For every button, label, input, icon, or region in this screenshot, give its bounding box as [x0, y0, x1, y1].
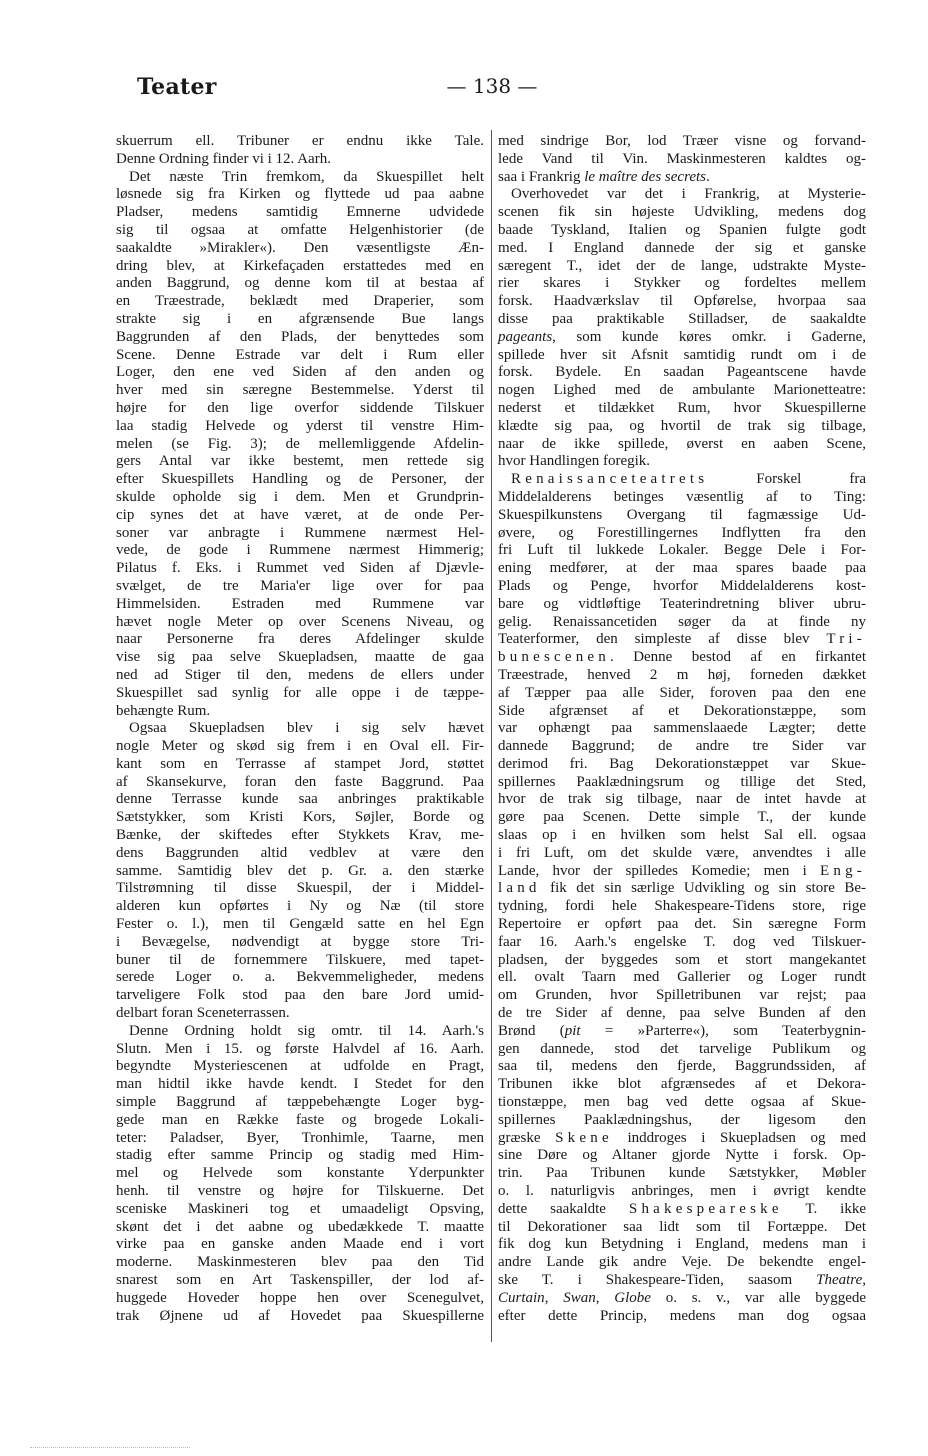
page-number: — 138 —: [446, 74, 538, 98]
text-segment: T. ikke: [782, 1200, 866, 1217]
text-line: dannede Baggrund; de andre tre Sider var: [498, 738, 866, 755]
text-segment: ,: [862, 1272, 866, 1288]
text-line: vise sig paa selve Skuepladsen, maatte de gaa: [116, 649, 484, 666]
paragraph: [116, 720, 484, 1023]
text-line: Sætstykker, som Kristi Kors, Søjler, Borde og: [116, 809, 484, 826]
italic-term: Theatre: [816, 1272, 863, 1288]
text-line: strakte sig i en afgrænsende Bue langs: [116, 310, 484, 327]
text-line: en Træestrade, beklædt med Draperier, som: [116, 293, 484, 310]
text-line: [498, 1290, 866, 1308]
text-line: laa stadig Helvede og yderst til venstre Him-: [116, 417, 484, 434]
text-segment: .: [706, 168, 710, 185]
text-line: Pilatus f. Eks. i Rummet ved Siden af Djævle-: [116, 560, 484, 577]
text-line: til Dekorationer saa lidt som til Fortæppe. Det: [498, 1218, 866, 1235]
text-line: samme. Samtidig blev det p. Gr. a. den stærke: [116, 862, 484, 879]
text-line: hvor Handlingen foregik.: [498, 453, 651, 470]
text-line: skønt det i det aabne og ubedækkede T. maatte: [116, 1218, 484, 1235]
text-line: svælget, de tre Maria'er lige over for paa: [116, 577, 484, 594]
text-line: Repertoire er opført paa det. Sin særegne Form: [498, 916, 866, 933]
text-line: højre for den lige overfor siddende Tilskuer: [116, 399, 484, 416]
text-line: delbart foran Sceneterrassen.: [116, 1005, 290, 1022]
paragraph: [116, 169, 484, 721]
text-line: Middelalderens betinges væsentlig af to Ting:: [498, 488, 866, 505]
text-line: hævet nogle Meter op over Scenens Niveau, og: [116, 613, 484, 630]
text-line: Tribunen ikke blot afgrænsedes af et Dekora-: [498, 1076, 866, 1093]
text-line: [498, 329, 866, 347]
text-line: Scene. Denne Estrade var delt i Rum eller: [116, 346, 484, 363]
text-line: nederst et tildækket Rum, hvor Skuespillerne: [498, 399, 866, 416]
text-line: i Bevægelse, nødvendigt at bygge store Tri-: [116, 933, 484, 950]
text-segment: fik det sin særlige Udvikling og sin store Be-: [540, 880, 866, 897]
text-line: man hidtil ikke havde kendt. I Stedet for den: [116, 1076, 484, 1093]
text-line: serede Loger o. a. Bekvemmeligheder, medens: [116, 969, 484, 986]
text-line: de tre Sider af denne, paa selve Bunden af den: [498, 1005, 866, 1022]
text-line: melen (se Fig. 3); de mellemliggende Afdelin-: [116, 435, 484, 452]
text-line: [498, 631, 866, 649]
text-line: stadig efter samme Princip og stadig med Him-: [116, 1147, 484, 1164]
text-line: [498, 1130, 866, 1148]
text-line: bare og vidtløftige Teaterindretning bliver ubru-: [498, 595, 866, 612]
text-line: andre Lande gik andre Veje. De bekendte engel-: [498, 1254, 866, 1271]
text-line: skuerrum ell. Tribuner er endnu ikke Tale.: [116, 133, 484, 149]
text-segment: Lande, hvor der spilledes Komedie; men i: [498, 862, 821, 879]
text-line: forsk. Bydele. En saadan Pageantscene havde: [498, 364, 866, 381]
text-line: efter dette Princip, medens man dog ogsaa: [498, 1307, 866, 1324]
text-line: vede, de gode i Rummene nærmest Himmerig;: [116, 542, 484, 559]
text-line: dring blev, at Kirkefaçaden erstattedes med en: [116, 257, 484, 274]
text-line: af Tæpper paa alle Sider, foroven paa den ene: [498, 684, 866, 701]
text-line: huggede Hoveder hoppe hen over Scenegulvet,: [116, 1289, 484, 1306]
text-line: sceniske Maskineri tog et umaadeligt Opsving,: [116, 1200, 484, 1217]
text-line: denne Terrasse kunde saa anbringes praktikable: [116, 791, 484, 808]
text-line: kant som en Terrasse af stampet Jord, støttet: [116, 755, 484, 772]
text-line: nogen Lighed med de ambulante Marionetteatre:: [498, 382, 866, 399]
text-line: [498, 649, 866, 667]
text-line: [498, 863, 866, 881]
text-line: skulde opholde sig i dem. Men et Grundprin-: [116, 488, 484, 505]
text-line: [498, 169, 866, 187]
text-line: Bænke, der skiftedes efter Stykkets Krav, me-: [116, 827, 484, 844]
text-line: hvor de trak sig tilbage, naar de intet havde at: [498, 791, 866, 808]
text-line: spillernes Paaklædningsrum og tillige det Sted,: [498, 773, 866, 790]
text-line: løsnede sig fra Kirken og flyttede ud paa aabne: [116, 186, 484, 203]
text-line: saa til, medens den fjerde, Baggrundssiden, af: [498, 1058, 866, 1075]
text-line: Pladser, medens samtidig Emnerne udvidede: [116, 204, 484, 221]
text-line: var ophængt paa sammenslaaede Lægter; dette: [498, 720, 866, 737]
text-line: særegent T., idet der de lange, udstrakte Myste-: [498, 257, 866, 274]
text-column-left: [116, 133, 484, 1325]
text-line: ening medfører, at der maa spares baade paa: [498, 560, 866, 577]
text-line: tydning, fordi hele Shakespeare-Tidens store, rige: [498, 898, 866, 915]
text-line: Fester o. l.), men til Gengæld satte en hel Egn: [116, 916, 484, 933]
text-line: sine Døre og Altaner gjorde Nytte i forsk. Op-: [498, 1147, 866, 1164]
text-line: disse paa praktikable Stilladser, de saakaldte: [498, 310, 866, 327]
text-line: virke paa en ganske anden Maade end i vort: [116, 1236, 484, 1253]
spaced-emphasis: bunescenen: [498, 649, 610, 666]
text-line: Træestrade, henved 2 m høj, forneden dækket: [498, 666, 866, 683]
text-line: alderen kun opførtes i Ny og Næ (til store: [116, 898, 484, 915]
text-line: anden Baggrund, og denne kom til at bestaa af: [116, 275, 484, 292]
spaced-emphasis: Shakespeareske: [628, 1200, 783, 1217]
text-segment: Teaterformer, den simpleste af disse blev: [498, 631, 827, 648]
text-line: behængte Rum.: [116, 702, 211, 719]
text-line: med. I England dannede der sig et ganske: [498, 239, 866, 256]
text-line: tionstæppe, men bag ved dette ogsaa af Skue-: [498, 1094, 866, 1111]
text-line: [498, 1272, 866, 1290]
text-line: Plads og Penge, hvorfor Middelalderens kost-: [498, 577, 866, 594]
text-line: Loger, den ene ved Siden af den anden og: [116, 364, 484, 381]
text-line: Side afgrænset af et Dekorationstæppe, som: [498, 702, 866, 719]
text-line: spillede hver sit Afsnit samtidig rundt om i de: [498, 346, 866, 363]
paragraph: [498, 471, 866, 1325]
text-segment: ,: [544, 1289, 564, 1306]
text-segment: o. s. v., var alle byggede: [650, 1289, 867, 1306]
text-line: saakaldte »Mirakler«). Den væsentligste Æn-: [116, 239, 484, 256]
text-line: derimod fri. Bag Dekorationstæppet var Skue-: [498, 755, 866, 772]
paragraph: [116, 133, 484, 169]
footer-rule: [30, 1447, 190, 1448]
text-line: buner til de fornemmere Tilskuere, med tapet-: [116, 951, 484, 968]
text-line: mel og Helvede som konstante Yderpunkter: [116, 1165, 484, 1182]
text-line: gelig. Renaissancetiden søger da at finde ny: [498, 613, 866, 630]
text-line: ell. ovalt Taarn med Gallerier og Loger rundt: [498, 969, 866, 986]
text-segment: Brønd (: [498, 1022, 565, 1039]
column-divider: [491, 130, 492, 1342]
text-line: Tilstrømning til disse Skuespil, der i Middel-: [116, 880, 484, 897]
text-line: Overhovedet var det i Frankrig, at Mysterie-: [511, 186, 866, 203]
text-line: Skuespillet sad synlig for alle oppe i de tæppe-: [116, 684, 484, 701]
italic-term: pit: [564, 1022, 581, 1039]
text-line: slaas op i en hvilken som helst Sal ell. ogsaa: [498, 827, 866, 844]
text-line: sig til ogsaa at omfatte Helgenhistorier (de: [116, 221, 484, 238]
text-line: o. l. naturligvis anbringes, men i øvrigt kendte: [498, 1183, 866, 1200]
text-line: simple Baggrund af tæppebehængte Loger byg-: [116, 1094, 484, 1111]
text-line: [498, 1201, 866, 1219]
text-line: begyndte Mysteriescenen at udfolde en Pragt,: [116, 1058, 484, 1075]
text-line: scenen fik sin højeste Udvikling, medens dog: [498, 204, 866, 221]
text-segment: saa i Frankrig: [498, 168, 585, 185]
text-line: naar de ikke spillede, øverst en aaben Scene,: [498, 435, 866, 452]
text-line: forsk. Haadværkslav til Opførelse, hvorpaa saa: [498, 293, 866, 310]
text-line: faar 16. Aarh.'s engelske T. dog ved Tilskuer-: [498, 933, 866, 950]
text-line: soner var anbragte i Rummene nærmest Hel-: [116, 524, 484, 541]
text-segment: ske T. i Shakespeare-Tiden, saasom: [498, 1272, 817, 1288]
text-line: om Grunden, hvor Spilletribunen var rejst; paa: [498, 987, 866, 1004]
text-line: trin. Paa Tribunen kunde Sætstykker, Møbler: [498, 1165, 866, 1182]
spaced-emphasis: Skene: [555, 1129, 613, 1146]
text-line: Slutn. Men i 15. og første Halvdel af 16. Aarh.: [116, 1040, 484, 1057]
text-line: naar Personerne fra deres Afdelinger skulde: [116, 631, 484, 648]
text-line: klædte sig paa, og hvortil de trak sig tilbage,: [498, 417, 866, 434]
text-line: med sindrige Bor, lod Træer visne og forvand-: [498, 133, 866, 149]
text-line: gede man en Række faste og brogede Lokali-: [116, 1111, 484, 1128]
text-line: baade Tyskland, Italien og Spanien fulgte godt: [498, 221, 866, 238]
text-line: dens Baggrunden altid vedblev at være den: [116, 844, 484, 861]
italic-term: Curtain: [498, 1289, 545, 1306]
text-line: trak Øjnene ud af Hovedet paa Skuespillerne: [116, 1307, 484, 1324]
text-segment: . Denne bestod af en firkantet: [609, 649, 866, 666]
text-line: fri Luft til lukkede Lokaler. Begge Dele i For-: [498, 542, 866, 559]
text-line: fik dog kun Betydning i England, medens man i: [498, 1236, 866, 1253]
text-line: pladsen, der byggedes som et stort mangekantet: [498, 951, 866, 968]
paragraph: [116, 1023, 484, 1326]
text-line: gers Antal var ikke bestemt, men rettede sig: [116, 453, 484, 470]
text-line: Himmelsiden. Estraden med Rummene var: [116, 595, 484, 612]
text-line: teter: Paladser, Byer, Tronhimle, Taarne, men: [116, 1129, 484, 1146]
text-line: lede Vand til Vin. Maskinmesteren kaldtes og-: [498, 150, 866, 167]
italic-term: Swan: [563, 1289, 596, 1306]
text-line: Denne Ordning finder vi i 12. Aarh.: [116, 150, 331, 167]
text-line: øvere, og Forestillingernes Indflytten fra den: [498, 524, 866, 541]
text-segment: græske: [498, 1129, 556, 1146]
text-line: cip synes det at have været, at de onde Per-: [116, 506, 484, 523]
text-line: henh. til venstre og højre for Tilskuerne. Det: [116, 1183, 484, 1200]
text-line: Skuespilkunstens Overgang til fagmæssige Ud-: [498, 506, 866, 523]
paragraph: [498, 186, 866, 471]
text-segment: ,: [595, 1289, 615, 1306]
text-line: nogle Meter og skød sig frem i en Oval ell. Fir-: [116, 738, 484, 755]
text-line: [498, 1023, 866, 1041]
text-line: tarveligere Folk stod paa den bare Jord umid-: [116, 987, 484, 1004]
text-line: hver med sin særegne Bestemmelse. Yderst til: [116, 382, 484, 399]
text-column-right: [498, 133, 866, 1325]
text-line: moderne. Maskinmesteren blev paa den Tid: [116, 1254, 484, 1271]
text-segment: inddroges i Skuepladsen og med: [612, 1129, 866, 1146]
italic-term: le maître des secrets: [584, 168, 707, 185]
text-line: Det næste Trin fremkom, da Skuespillet helt: [129, 168, 484, 185]
text-segment: dette saakaldte: [498, 1200, 629, 1217]
text-line: i fri Luft, om det skulde være, anvendtes i alle: [498, 844, 866, 861]
spaced-emphasis: land: [498, 880, 541, 897]
text-line: Ogsaa Skuepladsen blev i sig selv hævet: [129, 720, 484, 737]
text-line: rier skares i Stykker og fordeltes mellem: [498, 275, 866, 292]
text-segment: Forskel fra: [708, 471, 866, 488]
text-segment: = »Parterre«), som Teaterbygnin-: [580, 1022, 866, 1039]
spaced-emphasis: Tri-: [826, 631, 866, 648]
text-line: snarest som en Art Taskenspiller, der lod af-: [116, 1272, 484, 1288]
text-line: [498, 880, 866, 898]
text-line: Denne Ordning holdt sig omtr. til 14. Aarh.'s: [129, 1022, 484, 1039]
italic-term: pageants: [498, 328, 553, 345]
paragraph: [498, 133, 866, 186]
text-line: ned ad Stiger til den, medens de ellers under: [116, 666, 484, 683]
text-line: af Skansekurve, foran den faste Baggrund. Paa: [116, 773, 484, 790]
text-line: spillernes Paaklædningshus, der ligesom den: [498, 1111, 866, 1128]
running-header-title: Teater: [137, 74, 217, 100]
text-line: [498, 471, 866, 489]
text-segment: , som kunde køres omkr. i Gaderne,: [552, 328, 866, 345]
spaced-emphasis: Eng-: [820, 862, 866, 879]
text-line: gen dannede, stod det tarvelige Publikum og: [498, 1040, 866, 1057]
italic-term: Globe: [614, 1289, 651, 1306]
spaced-emphasis: Renaissanceteatrets: [511, 471, 709, 488]
text-line: Baggrunden af den Plads, der benyttedes som: [116, 328, 484, 345]
text-line: gøre paa Scenen. Dette simple T., der kunde: [498, 809, 866, 826]
text-line: efter Skuespillets Handling og de Personer, der: [116, 471, 484, 488]
